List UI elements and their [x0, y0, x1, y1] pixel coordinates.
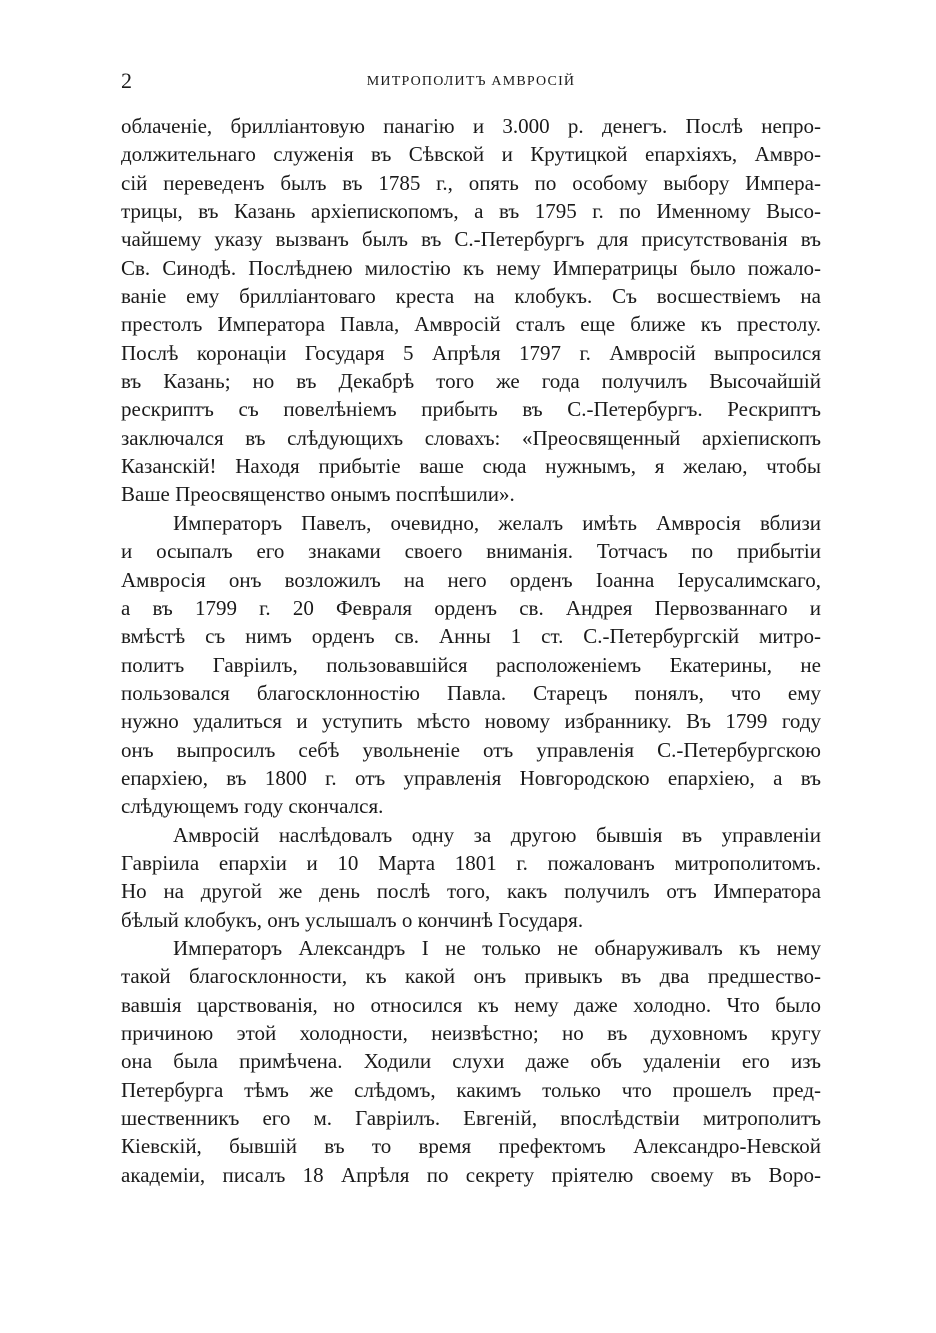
text-line: Петербурга тѣмъ же слѣдомъ, какимъ только что прошелъ пред- [121, 1077, 821, 1102]
text-line: Св. Синодѣ. Послѣднею милостію къ нему Императрицы было пожало- [121, 255, 821, 280]
text-line: Ваше Преосвященство онымъ поспѣшили». [121, 482, 515, 507]
text-line: Послѣ коронаціи Государя 5 Апрѣля 1797 г. Амвросій выпросился [121, 340, 821, 365]
text-line: вавшія царствованія, но относился къ нему даже холодно. Что было [121, 992, 821, 1017]
text-line: Но на другой же день послѣ того, какъ получилъ отъ Императора [121, 879, 821, 904]
page-number: 2 [121, 68, 132, 93]
text-line: онъ выпросилъ себѣ увольненіе отъ управленія С.-Петербургскою [121, 737, 821, 762]
page-header [121, 66, 821, 96]
text-line: шественникъ его м. Гавріилъ. Евгеній, впослѣдствіи митрополитъ [121, 1106, 821, 1131]
text-line: Кіевскій, бывшій въ то время префектомъ Александро-Невской [121, 1134, 821, 1159]
text-line: чайшему указу вызванъ былъ въ С.-Петербургъ для присутствованія въ [121, 227, 821, 252]
text-line: заключался въ слѣдующихъ словахъ: «Преосвященный архіепископъ [121, 425, 821, 450]
text-line: сій переведенъ былъ въ 1785 г., опять по особому выбору Импера- [121, 170, 821, 195]
text-line: трицы, въ Казань архіепископомъ, а въ 1795 г. по Именному Высо- [121, 199, 821, 224]
text-line: слѣдующемъ году скончался. [121, 794, 384, 819]
text-line: Казанскій! Находя прибытіе ваше сюда нужнымъ, я желаю, чтобы [121, 454, 821, 479]
text-line: облаченіе, бриллiантовую панагію и 3.000 р. денегъ. Послѣ непро- [121, 114, 821, 138]
text-line: она была примѣчена. Ходили слухи даже объ удаленіи его изъ [121, 1049, 821, 1074]
text-line: Императоръ Павелъ, очевидно, желалъ имѣть Амвросія вблизи [173, 510, 821, 535]
text-line: Императоръ Александръ I не только не обнаруживалъ къ нему [173, 935, 821, 960]
text-line: политъ Гавріилъ, пользовавшійся расположеніемъ Екатерины, не [121, 652, 821, 677]
text-line: бѣлый клобукъ, онъ услышалъ о кончинѣ Государя. [121, 907, 584, 932]
body-text [121, 112, 821, 1189]
text-line: нужно удалиться и уступить мѣсто новому избраннику. Въ 1799 году [121, 709, 821, 734]
text-line: епархіею, въ 1800 г. отъ управленія Новгородскою епархіею, а въ [121, 765, 821, 790]
text-line: а въ 1799 г. 20 Февраля орденъ св. Андрея Первозваннаго и [121, 595, 821, 620]
text-line: престолъ Императора Павла, Амвросій сталъ еще ближе къ престолу. [121, 312, 821, 337]
text-line: Амвросій наслѣдовалъ одну за другою бывшія въ управленіи [173, 822, 821, 847]
text-line: Гавріила епархіи и 10 Марта 1801 г. пожалованъ митрополитомъ. [121, 850, 821, 875]
text-line: рескриптъ съ повелѣніемъ прибыть въ С.-Петербургъ. Рескриптъ [121, 397, 821, 422]
text-line: причиною этой холодности, неизвѣстно; но въ духовномъ кругу [121, 1021, 821, 1045]
text-line: должительнаго служенія въ Сѣвской и Крутицкой епархіяхъ, Амвро- [121, 142, 821, 167]
text-line: пользовался благосклонностію Павла. Старецъ понялъ, что ему [121, 680, 821, 705]
text-line: такой благосклонности, къ какой онъ привыкъ въ два предшество- [121, 964, 821, 989]
text-line: въ Казань; но въ Декабрѣ того же года получилъ Высочайшій [121, 369, 821, 394]
text-line: вмѣстѣ съ нимъ орденъ св. Анны 1 ст. С.-Петербургскій митро- [121, 624, 821, 649]
text-line: и осыпалъ его знаками своего вниманія. Тотчасъ по прибытіи [121, 539, 821, 564]
running-title: МИТРОПОЛИТЪ АМВРОСІЙ [366, 74, 576, 89]
text-line: Амвросія онъ возложилъ на него орденъ Іоанна Іерусалимскаго, [121, 567, 821, 592]
text-line: академіи, писалъ 18 Апрѣля по секрету пріятелю своему въ Воро- [121, 1162, 821, 1187]
text-line: ваніе ему бриллiантоваго креста на клобукъ. Съ восшествіемъ на [121, 284, 821, 309]
